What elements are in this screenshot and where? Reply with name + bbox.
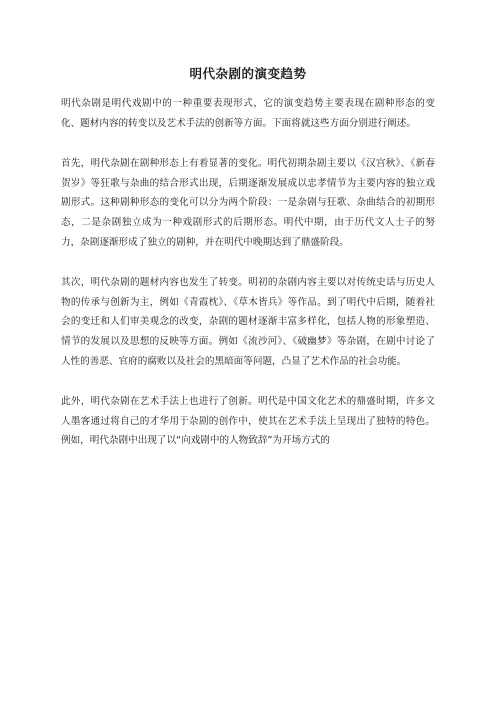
paragraph-technique: 此外，明代杂剧在艺术手法上也进行了创新。明代是中国文化艺术的鼎盛时期，许多文人墨客通过将自己的才华用于杂剧的创作中，使其在艺术手法上呈现出了独特的特色。例如，明代杂剧中出现了以“向戏剧中的人物致辞”为开场方式的 [61,396,435,447]
document-title: 明代杂剧的演变趋势 [189,66,307,81]
paragraph-content: 其次，明代杂剧的题材内容也发生了转变。明初的杂剧内容主要以对传统史话与历史人物的传承与创新为主，例如《青霞枕》、《草木皆兵》等作品。到了明代中后期，随着社会的变迁和人们审美观念的改变，杂剧的题材逐渐丰富多样化，包括人物的形象塑造、情节的发展以及思想的反映等方面。例如《流沙河》、《破幽梦》等杂剧，在剧中讨论了人性的善恶、官府的腐败以及社会的黑暗面等问题，凸显了艺术作品的社会功能。 [61,277,435,367]
paragraph-form: 首先，明代杂剧在剧种形态上有着显著的变化。明代初期杂剧主要以《汉宫秋》、《新春贺岁》等狂歌与杂曲的结合形式出现，后期逐渐发展成以忠孝情节为主要内容的独立戏剧形式。这种剧种形态的变化可以分为两个阶段：一是杂剧与狂歌、杂曲结合的初期形态，二是杂剧独立成为一种戏剧形式的后期形态。明代中期，由于历代文人士子的努力，杂剧逐渐形成了独立的剧种，并在明代中晚期达到了鼎盛阶段。 [61,158,435,248]
paragraph-intro: 明代杂剧是明代戏剧中的一种重要表现形式，它的演变趋势主要表现在剧种形态的变化、题材内容的转变以及艺术手法的创新等方面。下面将就这些方面分别进行阐述。 [61,98,435,129]
